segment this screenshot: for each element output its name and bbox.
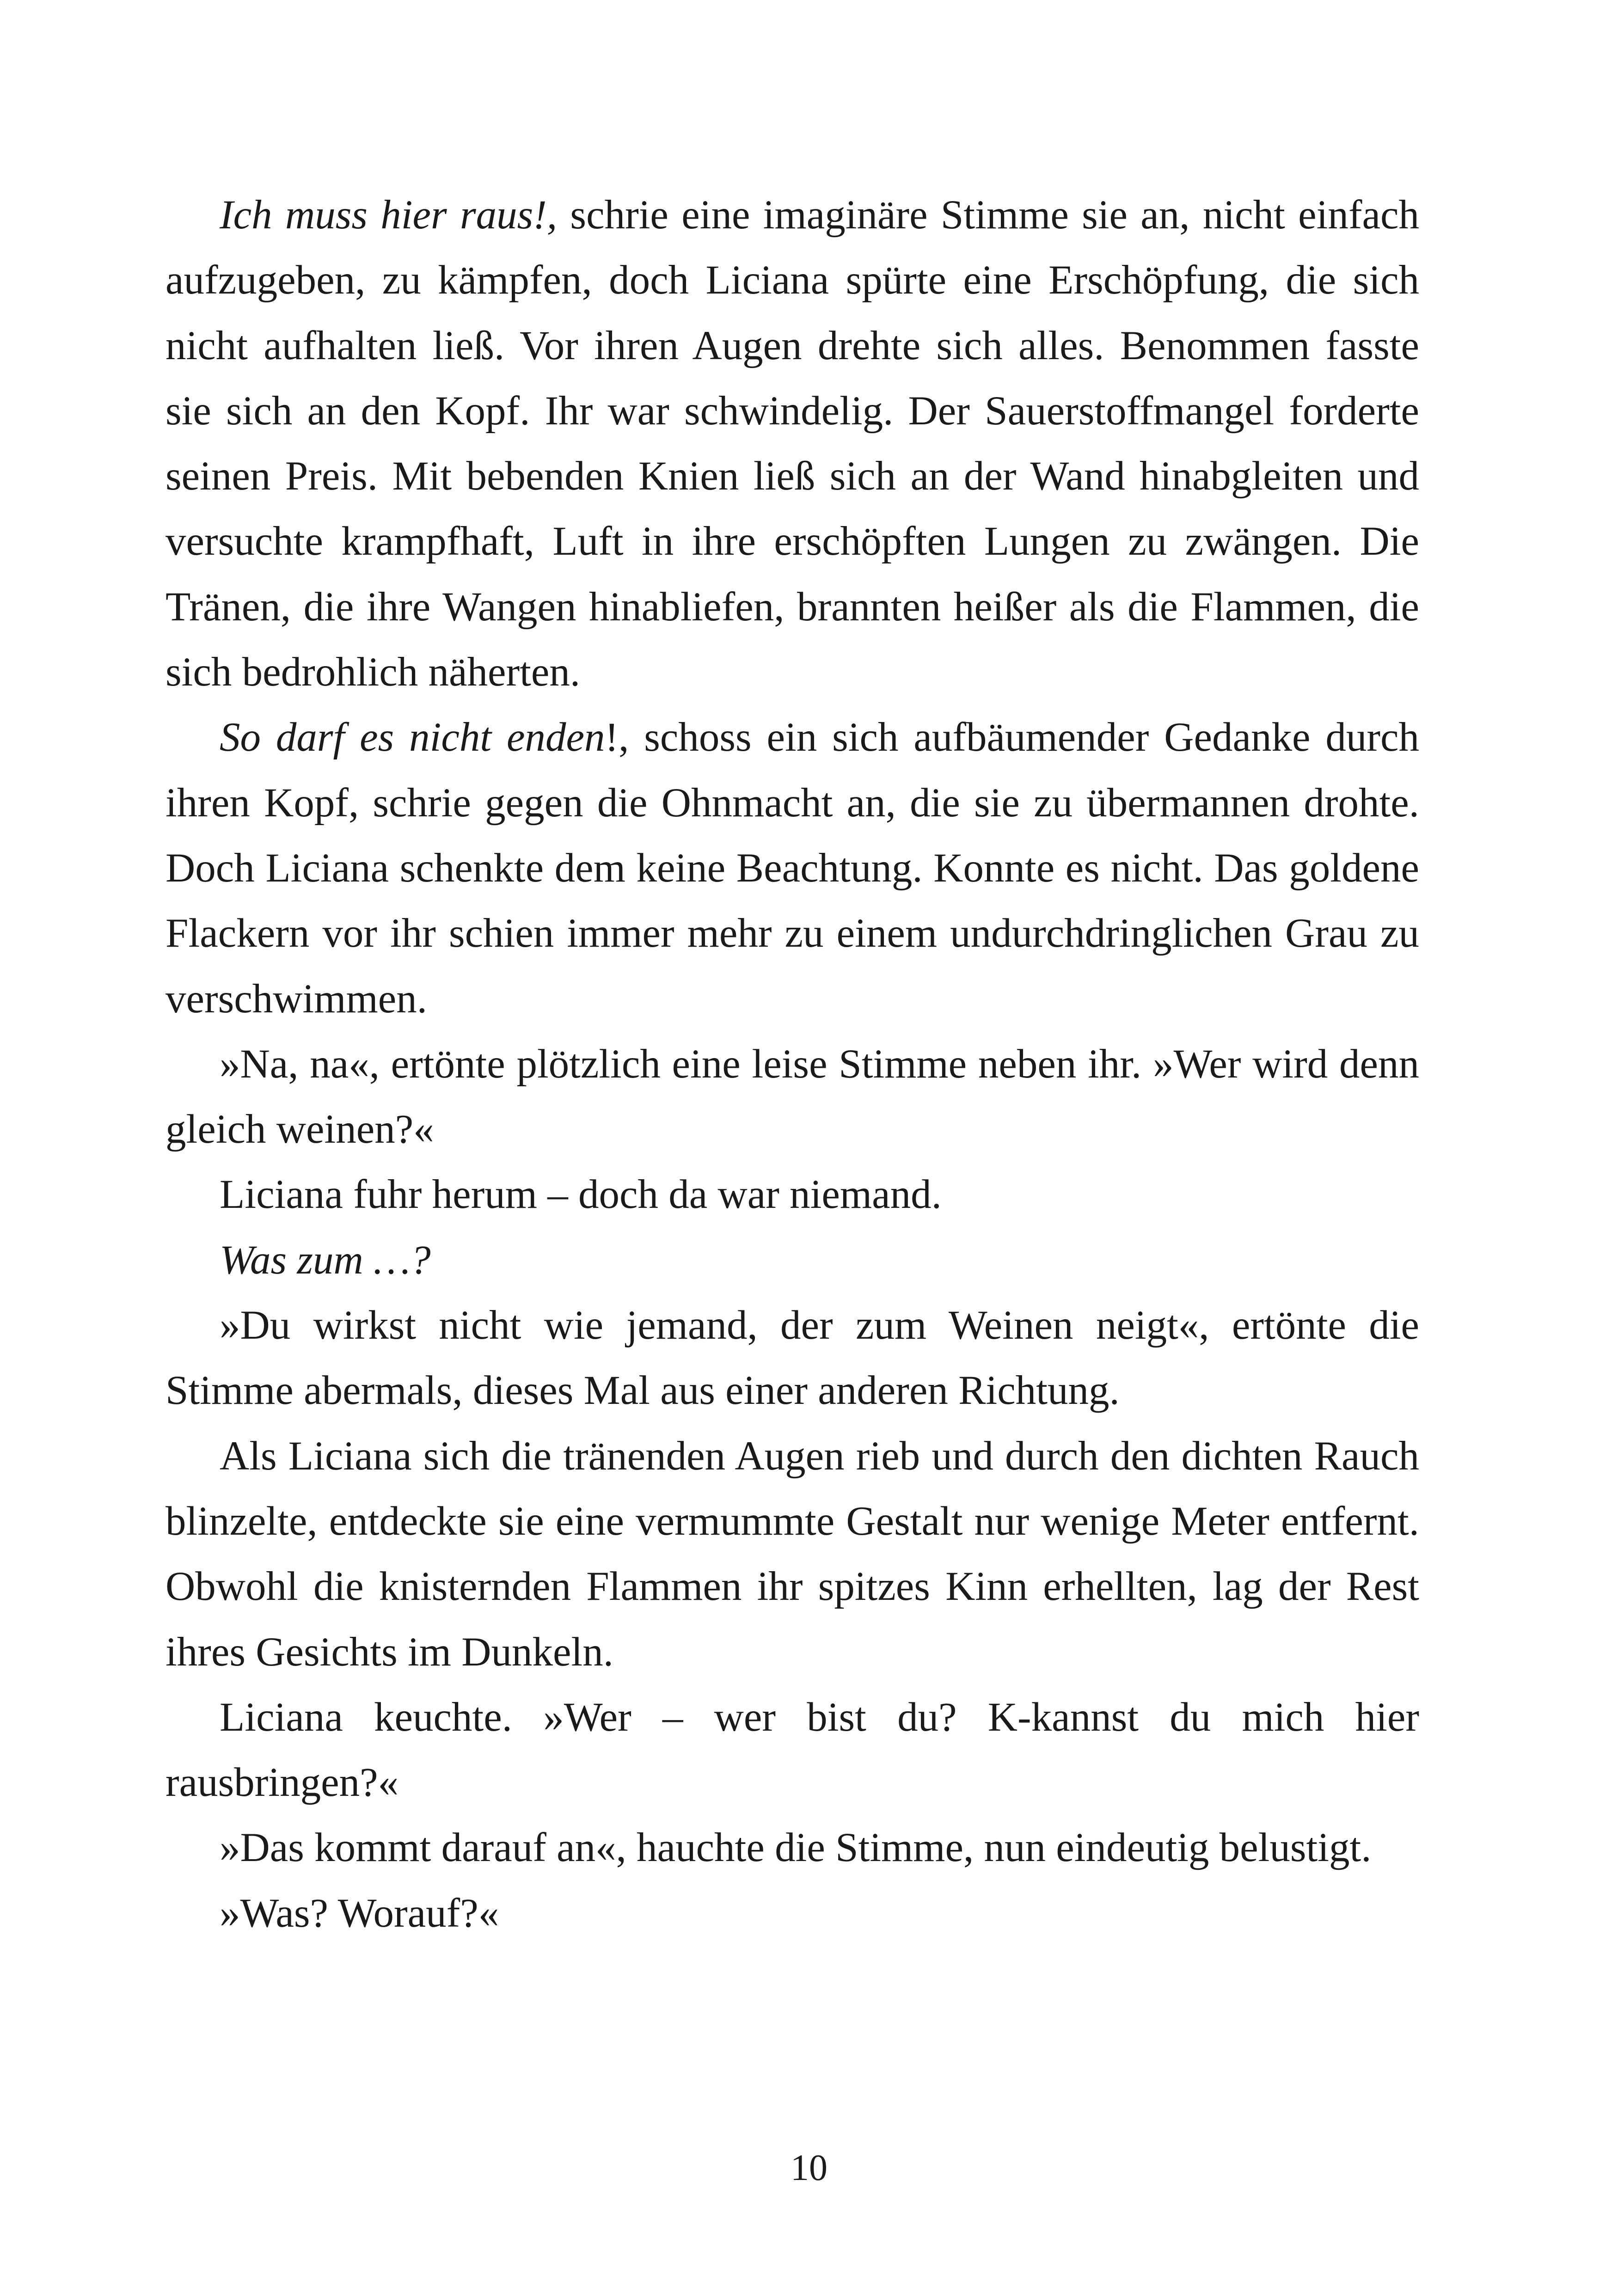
paragraph bbox=[165, 1032, 1419, 1163]
paragraph-text: »Du wirkst nicht wie jemand, der zum Weinen neigt«, ertönte die Stimme abermals, dieses Mal aus einer anderen Richtung. bbox=[165, 1303, 1419, 1414]
paragraph bbox=[165, 1815, 1419, 1880]
paragraph-italic-thought: Ich muss hier raus!, bbox=[220, 192, 558, 238]
page-number: 10 bbox=[791, 2148, 827, 2188]
paragraph-text: schrie eine imaginäre Stimme sie an, nicht einfach aufzugeben, zu kämpfen, doch Liciana spürte eine Erschöpfung, die sich nicht aufhalten ließ. Vor ihren Augen drehte sich alles. Benommen fasste sie sich an den Kopf. Ihr war schwindelig. Der Sauerstoffmangel forderte seinen Preis. Mit bebenden Knien ließ sich an der Wand hinabgleiten und versuchte krampfhaft, Luft in ihre erschöpften Lungen zu zwängen. Die Tränen, die ihre Wangen hinabliefen, brannten heißer als die Flammen, die sich bedrohlich näherten. bbox=[165, 192, 1419, 695]
paragraph bbox=[165, 1228, 1419, 1293]
paragraph bbox=[165, 1293, 1419, 1424]
paragraph-text: Liciana fuhr herum – doch da war niemand. bbox=[220, 1172, 942, 1218]
paragraph bbox=[165, 705, 1419, 1031]
paragraph-text: Als Liciana sich die tränenden Augen rieb und durch den dichten Rauch blinzelte, entdeckte sie eine vermummte Gestalt nur wenige Meter entfernt. Obwohl die knisternden Flammen ihr spitzes Kinn erhellten, lag der Rest ihres Gesichts im Dunkeln. bbox=[165, 1433, 1419, 1675]
paragraph-text: Liciana keuchte. »Wer – wer bist du? K-kannst du mich hier rausbringen?« bbox=[165, 1694, 1419, 1806]
paragraph bbox=[165, 1685, 1419, 1816]
paragraph bbox=[165, 1881, 1419, 1946]
paragraph-text: »Was? Worauf?« bbox=[220, 1890, 499, 1936]
paragraph bbox=[165, 183, 1419, 705]
paragraph-italic-thought: So darf es nicht enden bbox=[220, 715, 605, 760]
paragraph bbox=[165, 1162, 1419, 1227]
paragraph-text: !, schoss ein sich aufbäumender Gedanke durch ihren Kopf, schrie gegen die Ohnmacht an, die sie zu übermannen drohte. Doch Liciana schenkte dem keine Beachtung. Konnte es nicht. Das goldene Flackern vor ihr schien immer mehr zu einem undurchdringlichen Grau zu verschwimmen. bbox=[165, 715, 1419, 1022]
paragraph-italic-thought: Was zum …? bbox=[220, 1237, 431, 1283]
paragraph bbox=[165, 1424, 1419, 1685]
book-page-body bbox=[165, 183, 1419, 1946]
paragraph-text: »Das kommt darauf an«, hauchte die Stimme, nun eindeutig belustigt. bbox=[220, 1825, 1372, 1871]
paragraph-text: »Na, na«, ertönte plötzlich eine leise Stimme neben ihr. »Wer wird denn gleich weinen?« bbox=[165, 1041, 1419, 1152]
